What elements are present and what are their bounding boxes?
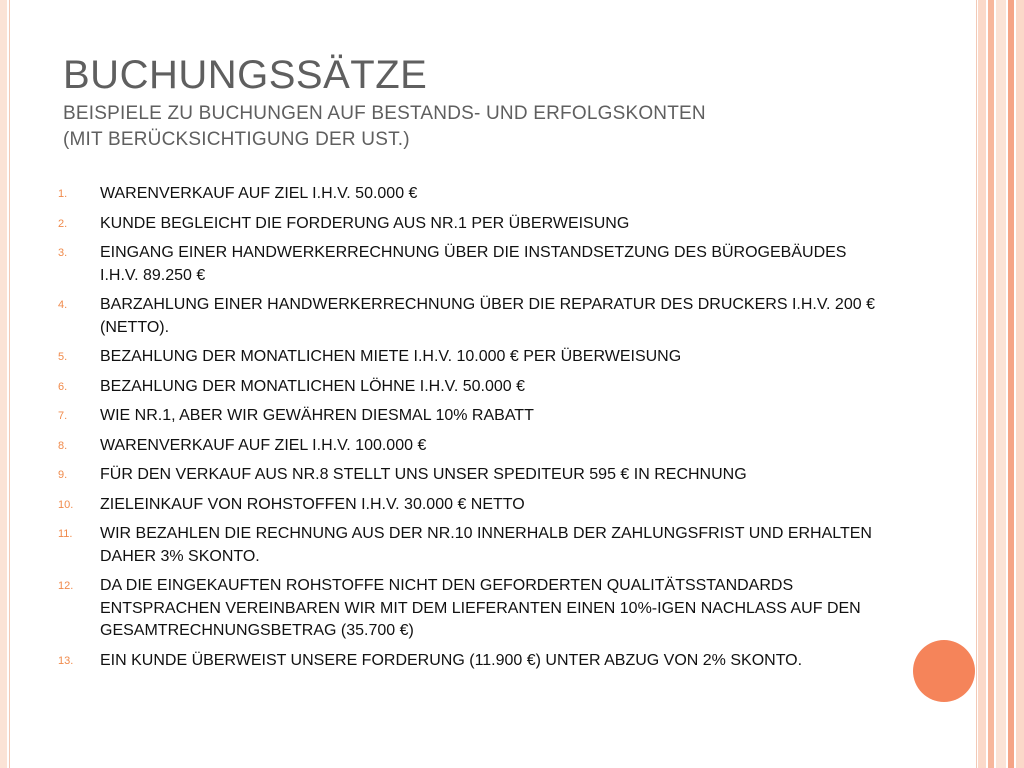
list-item-number: 10. [58, 498, 74, 511]
list-item-text: EIN KUNDE ÜBERWEIST UNSERE FORDERUNG (11.900 €) UNTER ABZUG VON 2% SKONTO. [100, 651, 803, 669]
list-item-number: 1. [58, 188, 68, 200]
list-item-text: WIR BEZAHLEN DIE RECHNUNG AUS DER NR.10 INNERHALB DER ZAHLUNGSFRIST UND ERHALTEN DAHER 3% SKONTO. [100, 525, 872, 565]
list-item [58, 346, 878, 369]
list-item-number: 3. [58, 247, 68, 259]
list-item-number: 6. [58, 380, 68, 393]
list-item [58, 494, 878, 517]
list-item-text: KUNDE BEGLEICHT DIE FORDERUNG AUS NR.1 PER ÜBERWEISUNG [100, 214, 630, 232]
decor-stripe [1008, 0, 1014, 768]
list-item [58, 650, 878, 673]
booking-list [58, 183, 878, 679]
list-item-text: BEZAHLUNG DER MONATLICHEN LÖHNE I.H.V. 50.000 € [100, 377, 526, 395]
list-item [58, 523, 878, 568]
list-item-text: DA DIE EINGEKAUFTEN ROHSTOFFE NICHT DEN GEFORDERTEN QUALITÄTSSTANDARDS ENTSPRACHEN VEREINBAREN WIR MIT DEM LIEFERANTEN EINEN 10%-IGEN NACHLASS AUF DEN GESAMTRECHNUNGSBETRAG (35.700 €) [100, 577, 861, 639]
list-item-text: WARENVERKAUF AUF ZIEL I.H.V. 100.000 € [100, 436, 427, 454]
page-title: BUCHUNGSSÄTZE [63, 53, 428, 97]
list-item-number: 7. [58, 410, 68, 422]
list-item [58, 183, 878, 206]
list-item [58, 435, 878, 458]
subtitle-line-2: (MIT BERÜCKSICHTIGUNG DER UST.) [63, 129, 410, 150]
list-item-text: FÜR DEN VERKAUF AUS NR.8 STELLT UNS UNSER SPEDITEUR 595 € IN RECHNUNG [100, 466, 747, 483]
title-block [63, 52, 923, 152]
list-item-text: WARENVERKAUF AUF ZIEL I.H.V. 50.000 € [100, 185, 418, 202]
list-item-number: 12. [58, 580, 74, 592]
list-item-number: 13. [58, 654, 74, 667]
decor-stripe [0, 0, 7, 768]
list-item-text: EINGANG EINER HANDWERKERRECHNUNG ÜBER DIE INSTANDSETZUNG DES BÜROGEBÄUDES I.H.V. 89.250 € [100, 244, 847, 284]
list-item [58, 213, 878, 236]
list-item-text: WIE NR.1, ABER WIR GEWÄHREN DIESMAL 10% RABATT [100, 407, 534, 424]
list-item-number: 5. [58, 351, 68, 363]
list-item [58, 405, 878, 428]
list-item [58, 294, 878, 339]
subtitle-line-1: BEISPIELE ZU BUCHUNGEN AUF BESTANDS- UND ERFOLGSKONTEN [63, 103, 706, 124]
decor-circle [913, 640, 975, 702]
list-item [58, 464, 878, 487]
list-item [58, 242, 878, 287]
list-item-number: 4. [58, 299, 68, 311]
decor-stripe [978, 0, 986, 768]
list-item-number: 8. [58, 439, 68, 452]
list-item [58, 376, 878, 399]
list-item-text: ZIELEINKAUF VON ROHSTOFFEN I.H.V. 30.000 € NETTO [100, 495, 525, 513]
list-item-number: 2. [58, 217, 68, 230]
list-item-number: 11. [58, 528, 73, 540]
list-item-number: 9. [58, 469, 68, 481]
decor-stripe [1016, 0, 1024, 768]
list-item-text: BARZAHLUNG EINER HANDWERKERRECHNUNG ÜBER DIE REPARATUR DES DRUCKERS I.H.V. 200 € (NETTO). [100, 296, 875, 336]
decor-stripe [988, 0, 994, 768]
list-item-text: BEZAHLUNG DER MONATLICHEN MIETE I.H.V. 10.000 € PER ÜBERWEISUNG [100, 348, 682, 365]
decor-stripe [996, 0, 1006, 768]
list-item [58, 575, 878, 643]
